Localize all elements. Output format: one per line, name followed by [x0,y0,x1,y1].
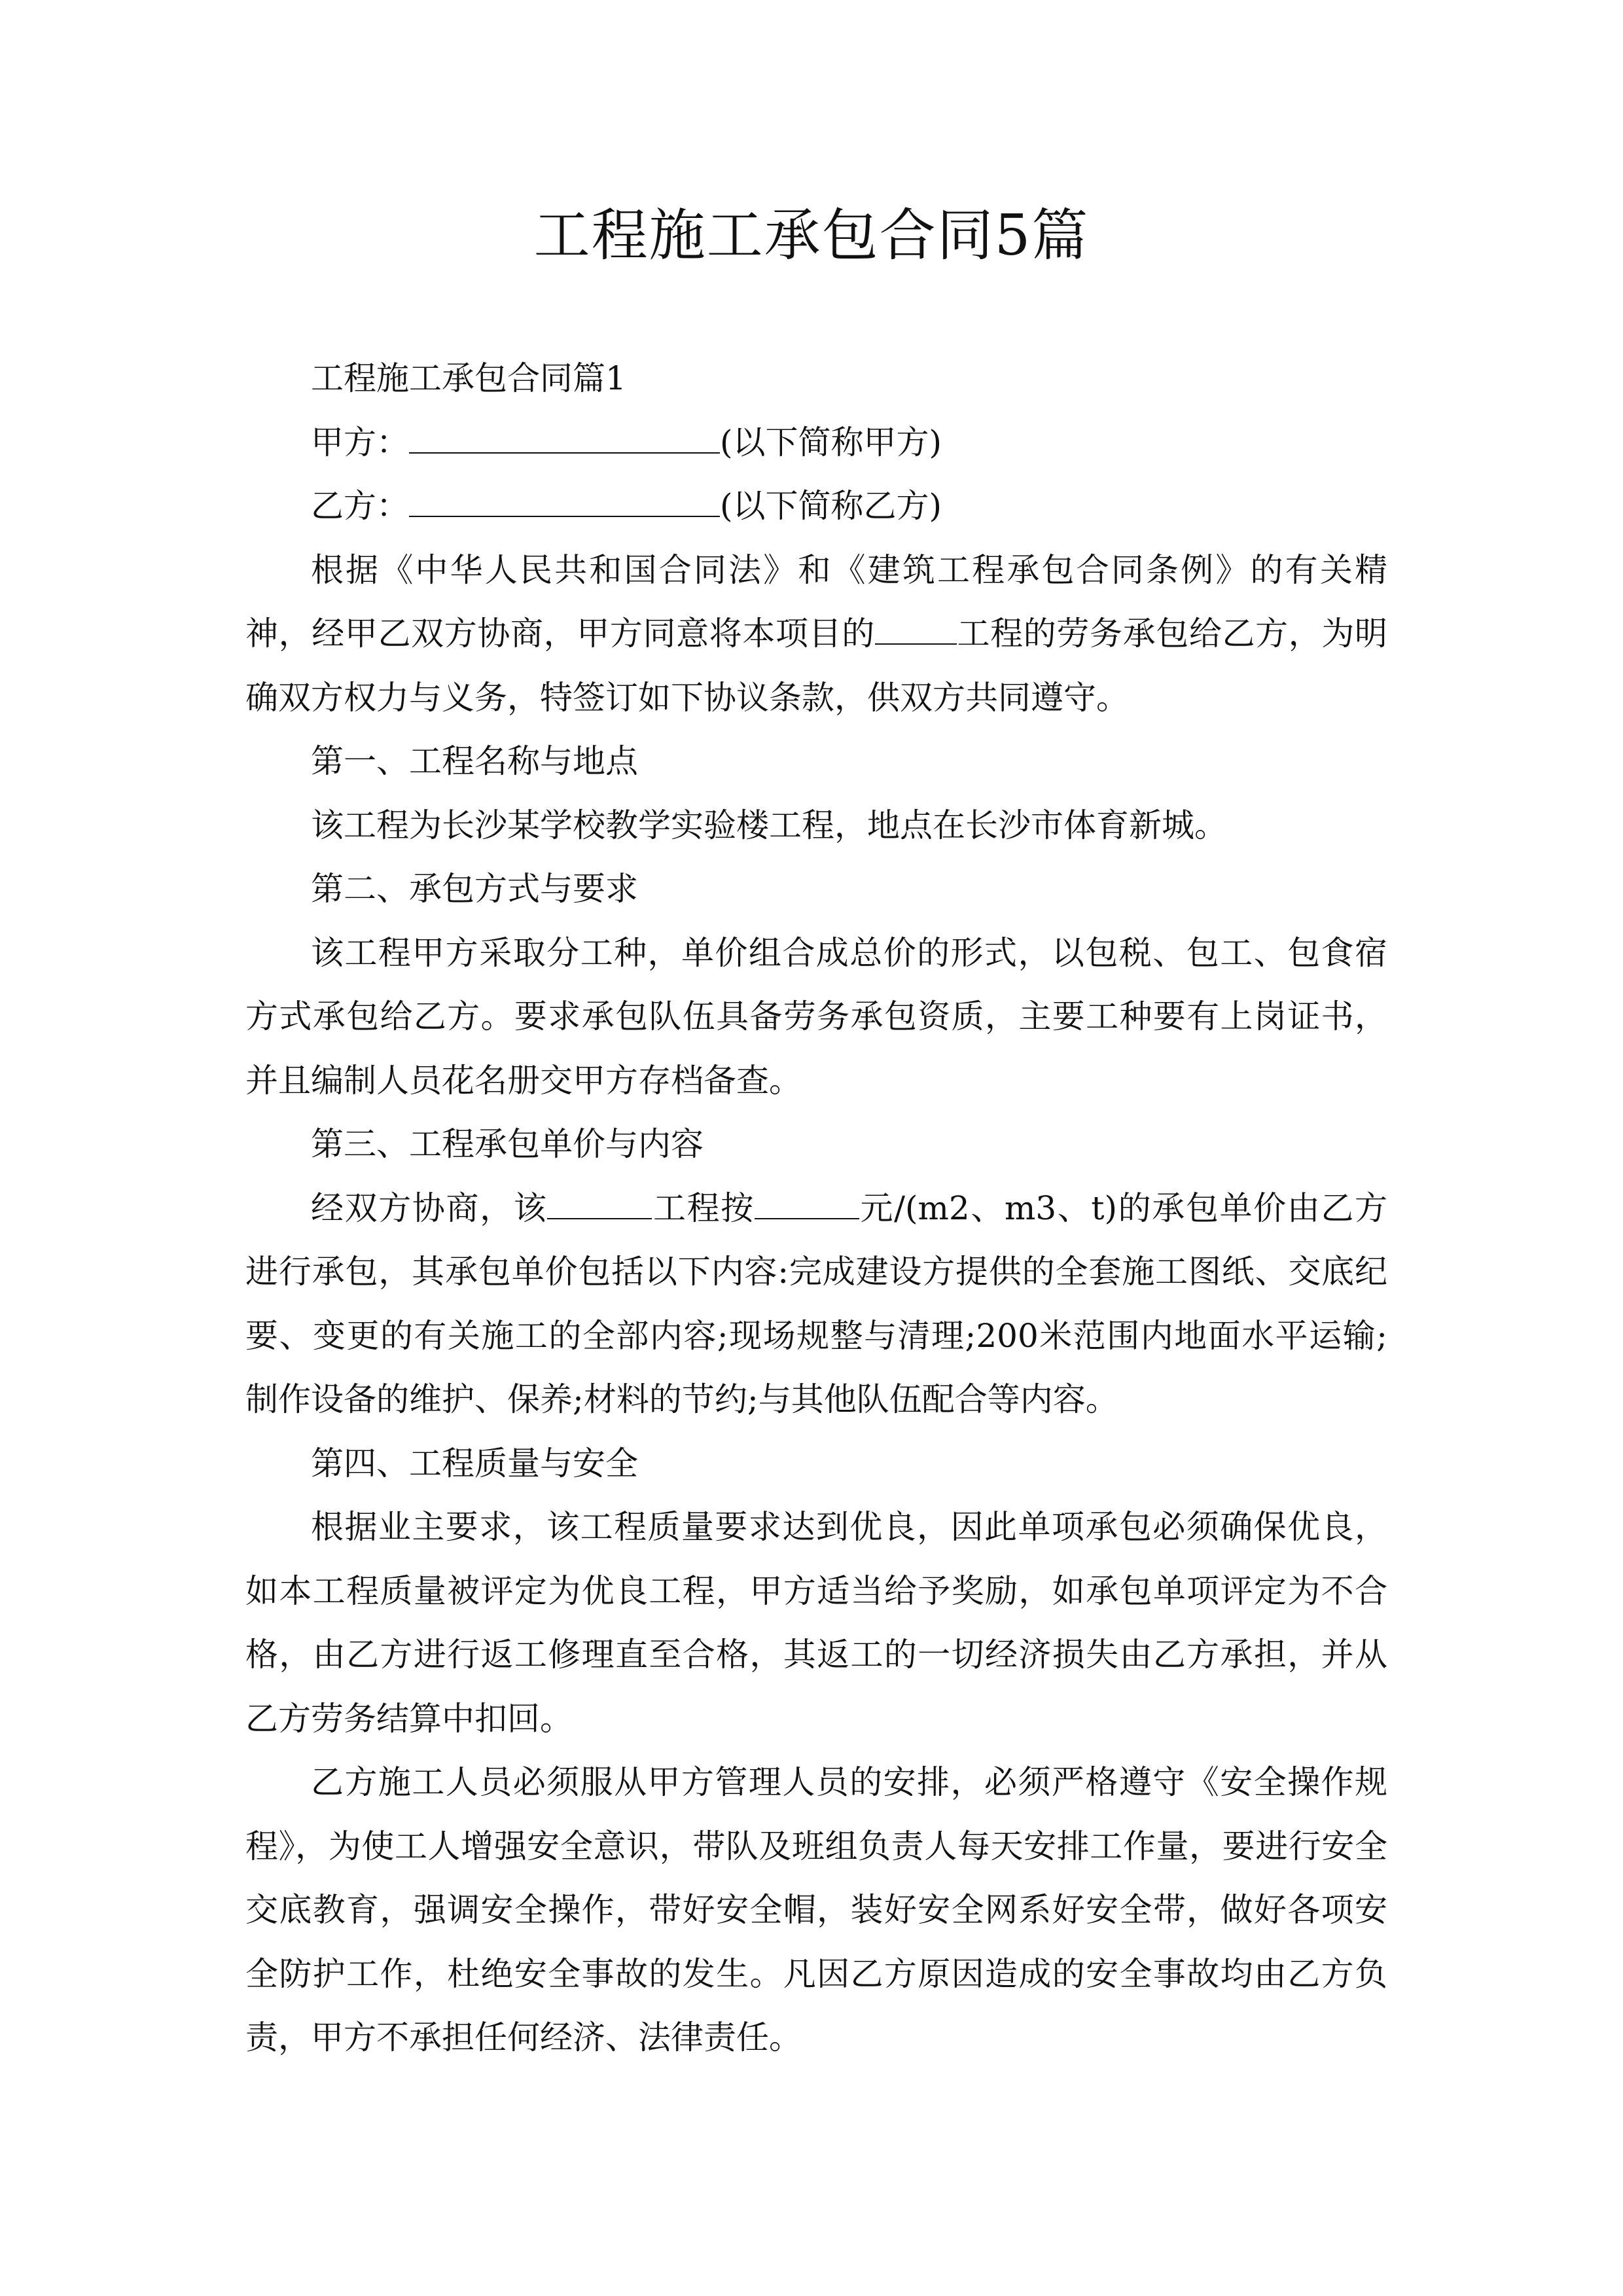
intro-paragraph [245,539,1387,730]
intro-part1: 根据《中华人民共和国合同法》和《建筑工程承包合同条例》的有关精神，经甲乙双方协商，甲方同意将本项目的 [245,550,1387,653]
work-type-blank [547,1189,652,1219]
section4-heading: 第四、工程质量与安全 [311,1444,638,1482]
section1-heading: 第一、工程名称与地点 [311,742,638,780]
section3-heading: 第三、工程承包单价与内容 [311,1125,704,1163]
party-b-suffix: (以下简称乙方) [720,487,942,525]
section4-text1: 根据业主要求，该工程质量要求达到优良，因此单项承包必须确保优良，如本工程质量被评定为优良工程，甲方适当给予奖励，如承包单项评定为不合格，由乙方进行返工修理直至合格，其返工的一切经济损失由乙方承担，并从乙方劳务结算中扣回。 [245,1508,1387,1738]
section4-text2: 乙方施工人员必须服从甲方管理人员的安排，必须严格遵守《安全操作规程》，为使工人增强安全意识，带队及班组负责人每天安排工作量，要进行安全交底教育，强调安全操作，带好安全帽，装好安全网系好安全带，做好各项安全防护工作，杜绝安全事故的发生。凡因乙方原因造成的安全事故均由乙方负责，甲方不承担任何经济、法律责任。 [245,1763,1387,2056]
contract-subtitle: 工程施工承包合同篇1 [311,359,626,397]
party-a-line [245,411,1387,475]
section3-text [245,1177,1387,1432]
section2-text: 该工程甲方采取分工种，单价组合成总价的形式，以包税、包工、包食宿方式承包给乙方。要求承包队伍具备劳务承包资质，主要工种要有上岗证书，并且编制人员花名册交甲方存档备查。 [245,933,1387,1100]
party-b-line [245,475,1387,539]
party-b-blank [409,487,720,517]
section3-part2: 工程按 [652,1189,755,1227]
party-a-label: 甲方： [311,423,409,461]
party-b-label: 乙方： [311,487,409,525]
section2-heading: 第二、承包方式与要求 [311,870,638,908]
intro-part2: 工程的劳务承包给乙方，为明确双方权力与义务，特签订如下协议条款，供双方共同遵守。 [245,615,1387,717]
party-a-suffix: (以下简称甲方) [720,423,942,461]
document-body [245,347,1387,2070]
party-a-blank [409,423,720,454]
document-title: 工程施工承包合同5篇 [533,203,1090,268]
section1-text: 该工程为长沙某学校教学实验楼工程，地点在长沙市体育新城。 [311,806,1227,844]
project-name-blank [875,615,957,645]
section3-part3: 元/(m2、m3、t)的承包单价由乙方进行承包，其承包单价包括以下内容:完成建设方提供的全套施工图纸、交底纪要、变更的有关施工的全部内容;现场规整与清理;200米范围内地面水平运输;制作设备的维护、保养;材料的节约;与其他队伍配合等内容。 [245,1189,1388,1418]
section3-part1: 经双方协商，该 [311,1189,548,1227]
unit-price-blank [755,1189,859,1219]
